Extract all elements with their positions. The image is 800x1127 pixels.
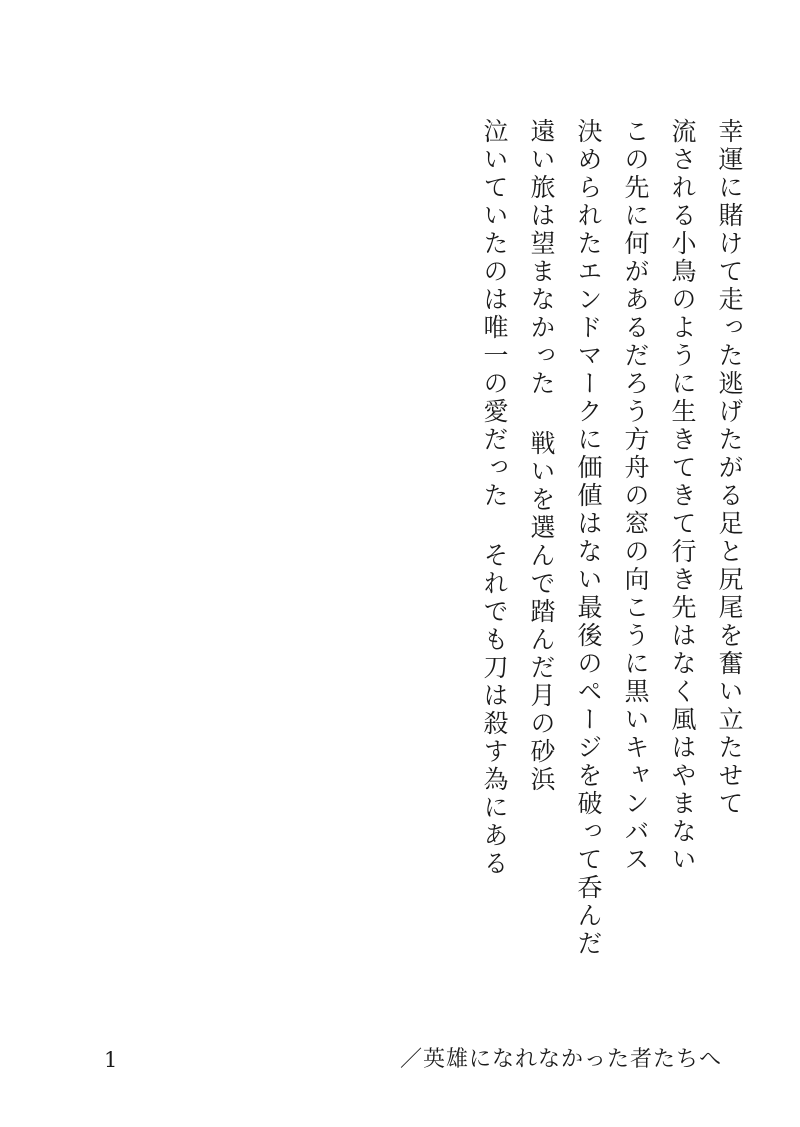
poem-line: 泣いていたのは唯一の愛だった それでも刀は殺す為にある — [480, 118, 509, 878]
poem-body — [58, 118, 742, 978]
footer-title: ／英雄になれなかった者たちへ — [399, 1047, 722, 1072]
page-footer — [0, 1045, 800, 1075]
poem-line: 決められたエンドマークに価値はない最後のページを破って呑んだ — [574, 118, 603, 958]
page-number: 1 — [104, 1048, 118, 1072]
poem-line: この先に何があるだろう方舟の窓の向こうに黒いキャンバス — [621, 118, 650, 874]
poem-line: 流される小鳥のように生きてきて行き先はなく風はやまない — [668, 118, 697, 874]
poem-line: 遠い旅は望まなかった 戦いを選んで踏んだ月の砂浜 — [527, 118, 556, 794]
poem-line: 幸運に賭けて走った逃げたがる足と尻尾を奮い立たせて — [715, 118, 744, 818]
